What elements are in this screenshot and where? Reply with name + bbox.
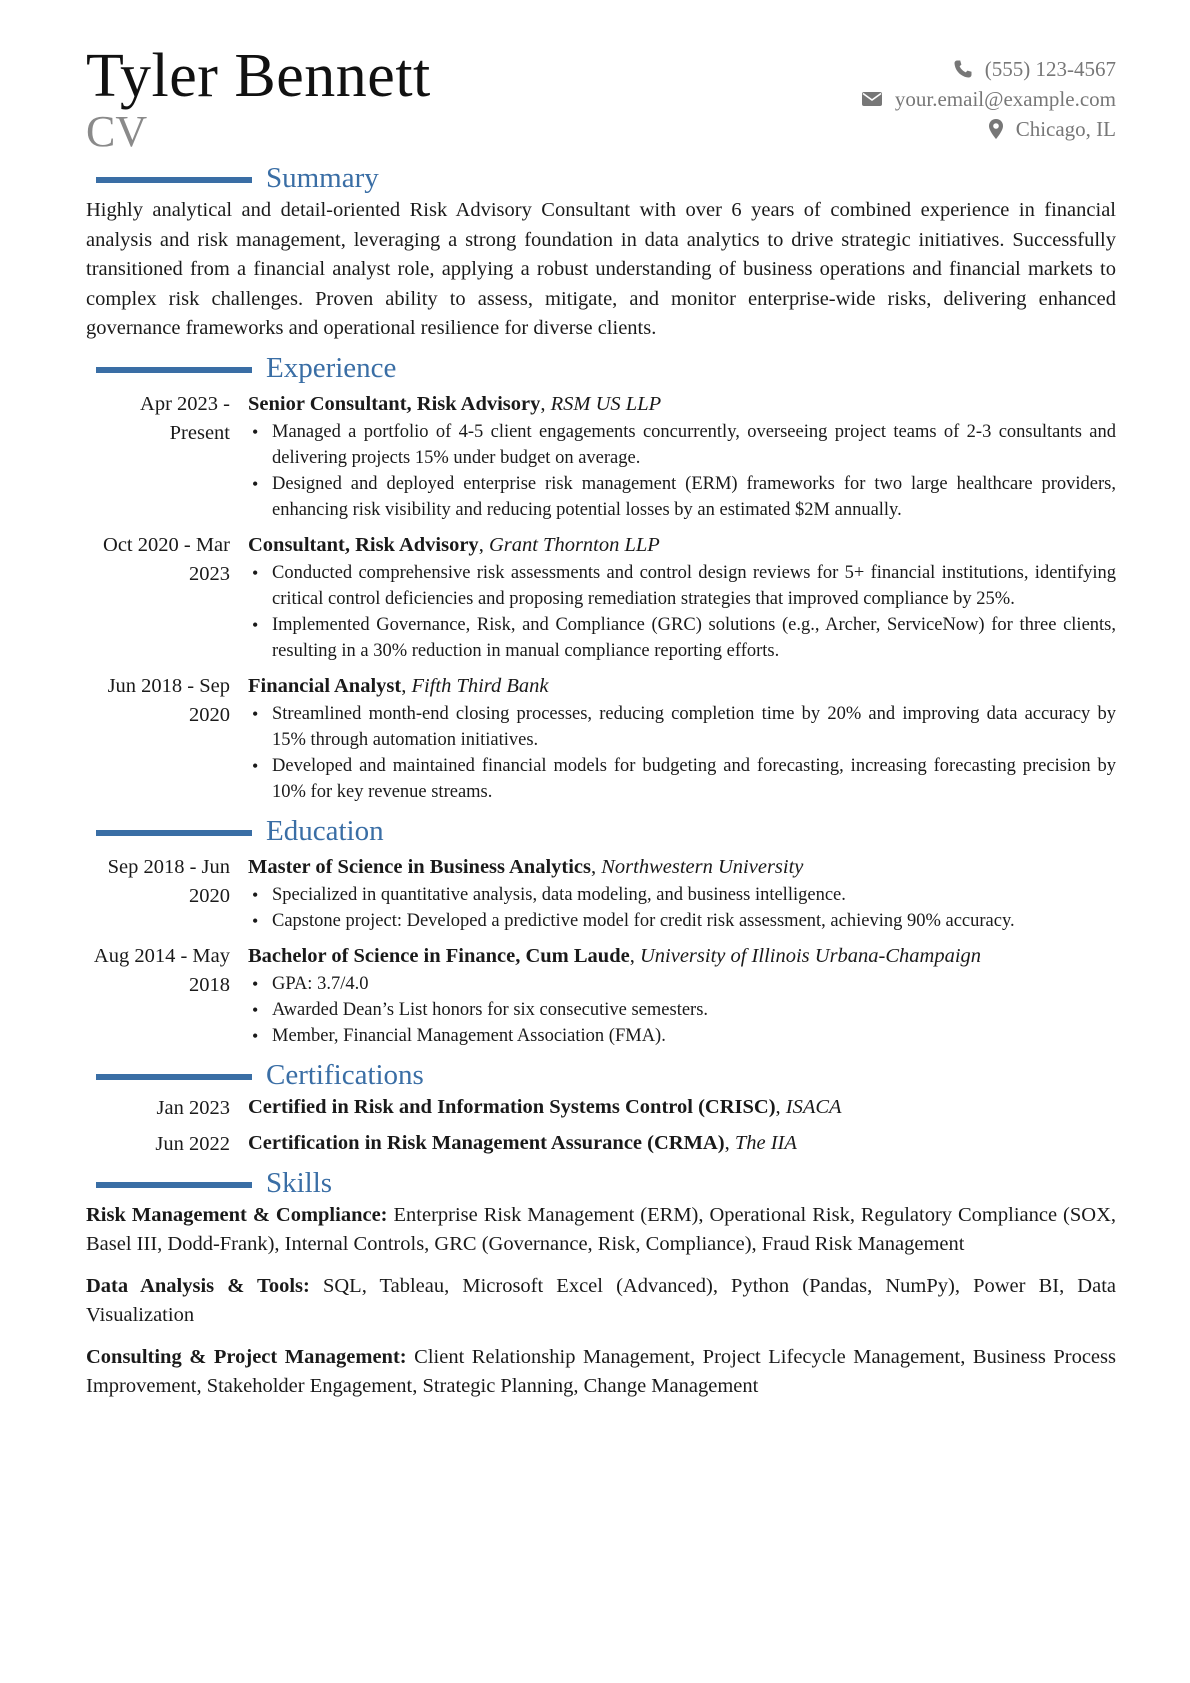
education-entry: Aug 2014 - May 2018 Bachelor of Science in Finance, Cum Laude, University of Illinois Urbana-Champaign • GPA: 3.7/4.0 • Awarded Dean’s List honors for six consecutive semesters. • Member, Financial Management Association (FMA).	[86, 942, 1116, 1049]
email-address[interactable]: your.email@example.com	[894, 87, 1116, 111]
section-title: Experience	[266, 351, 397, 384]
entry-date: Jun 2018 - Sep 2020	[107, 674, 230, 726]
phone-number: (555) 123-4567	[984, 57, 1116, 81]
entry-bullets	[248, 882, 1116, 934]
location-text: Chicago, IL	[1015, 117, 1116, 141]
skill-group-text: Client Relationship Management, Project Lifecycle Management, Business Process Improvement, Stakeholder Engagement, Strategic Planning, Change Management	[86, 1345, 1116, 1397]
cv-page	[86, 40, 1116, 1414]
section-title: Education	[266, 814, 384, 847]
entry-title: Certified in Risk and Information Systems Control (CRISC)	[248, 1095, 776, 1118]
envelope-icon	[861, 90, 883, 108]
entry-title: Certification in Risk Management Assurance (CRMA)	[248, 1131, 725, 1154]
document-type: CV	[86, 107, 148, 156]
contact-location	[861, 114, 1116, 144]
entry-organization: Grant Thornton LLP	[488, 533, 660, 556]
entry-title: Senior Consultant, Risk Advisory	[248, 392, 541, 415]
section-heading-education	[86, 813, 1116, 849]
entry-organization: RSM US LLP	[550, 392, 662, 415]
bullet-item: • Awarded Dean’s List honors for six consecutive semesters.	[248, 997, 1116, 1023]
section-heading-experience	[86, 350, 1116, 386]
certification-entry: Jun 2022 Certification in Risk Management Assurance (CRMA), The IIA	[86, 1129, 1116, 1159]
section-heading-summary	[86, 160, 1116, 196]
entry-bullets	[248, 971, 1116, 1049]
skill-group	[86, 1343, 1116, 1402]
education-entry: Sep 2018 - Jun 2020 Master of Science in Business Analytics, Northwestern University • Specialized in quantitative analysis, data modeling, and business intelligence. • Capstone project: Developed a predictive model for credit risk assessment, achieving 90% accuracy.	[86, 853, 1116, 934]
bullet-item: • Conducted comprehensive risk assessments and control design reviews for 5+ financial institutions, identifying critical control deficiencies and proposing remediation strategies that improved compliance by 25%.	[248, 560, 1116, 612]
entry-title: Financial Analyst	[248, 674, 402, 697]
section-accent-bar	[96, 1182, 252, 1188]
entry-organization: University of Illinois Urbana-Champaign	[639, 944, 982, 967]
phone-icon	[953, 59, 973, 79]
entry-bullets	[248, 701, 1116, 805]
section-title: Summary	[266, 162, 379, 194]
section-accent-bar	[96, 1074, 252, 1080]
entry-date: Oct 2020 - Mar 2023	[103, 533, 230, 585]
section-title: Skills	[266, 1166, 333, 1199]
entry-date: Jan 2023	[156, 1096, 230, 1119]
section-heading-skills	[86, 1165, 1116, 1201]
section-accent-bar	[96, 177, 252, 183]
map-pin-icon	[988, 118, 1004, 140]
bullet-item: • Designed and deployed enterprise risk management (ERM) frameworks for two large healthcare providers, enhancing risk visibility and reducing potential losses by an estimated $2M annually.	[248, 471, 1116, 523]
experience-entry: Oct 2020 - Mar 2023 Consultant, Risk Advisory, Grant Thornton LLP • Conducted comprehensive risk assessments and control design reviews for 5+ financial institutions, identifying critical control deficiencies and proposing remediation strategies that improved compliance by 25%. • Implemented Governance, Risk, and Compliance (GRC) solutions (e.g., Archer, ServiceNow) for three clients, resulting in a 30% reduction in manual compliance reporting efforts.	[86, 531, 1116, 664]
skill-group-label: Data Analysis & Tools:	[86, 1274, 310, 1297]
section-heading-certifications	[86, 1057, 1116, 1093]
entry-bullets	[248, 419, 1116, 523]
contact-phone	[861, 54, 1116, 84]
contact-email	[861, 84, 1116, 114]
skill-group	[86, 1272, 1116, 1331]
entry-title: Consultant, Risk Advisory	[248, 533, 479, 556]
person-name: Tyler Bennett	[86, 42, 431, 110]
entry-organization: ISACA	[785, 1095, 842, 1118]
bullet-item: • Capstone project: Developed a predictive model for credit risk assessment, achieving 90% accuracy.	[248, 908, 1116, 934]
bullet-item: • Implemented Governance, Risk, and Compliance (GRC) solutions (e.g., Archer, ServiceNow) for three clients, resulting in a 30% reduction in manual compliance reporting efforts.	[248, 612, 1116, 664]
entry-organization: The IIA	[734, 1131, 797, 1154]
bullet-item: • Managed a portfolio of 4-5 client engagements concurrently, overseeing project teams of 2-3 consultants and delivering projects 15% under budget on average.	[248, 419, 1116, 471]
experience-entry: Jun 2018 - Sep 2020 Financial Analyst, Fifth Third Bank • Streamlined month-end closing processes, reducing completion time by 20% and improving data accuracy by 15% through automation initiatives. • Developed and maintained financial models for budgeting and forecasting, increasing forecasting precision by 10% for key revenue streams.	[86, 672, 1116, 805]
experience-entry: Apr 2023 - Present Senior Consultant, Risk Advisory, RSM US LLP • Managed a portfolio of 4-5 client engagements concurrently, overseeing project teams of 2-3 consultants and delivering projects 15% under budget on average. • Designed and deployed enterprise risk management (ERM) frameworks for two large healthcare providers, enhancing risk visibility and reducing potential losses by an estimated $2M annually.	[86, 390, 1116, 523]
entry-date: Jun 2022	[155, 1132, 230, 1155]
entry-organization: Fifth Third Bank	[411, 674, 549, 697]
bullet-item: • Streamlined month-end closing processes, reducing completion time by 20% and improving data accuracy by 15% through automation initiatives.	[248, 701, 1116, 753]
section-title: Certifications	[266, 1058, 424, 1091]
entry-organization: Northwestern University	[601, 855, 804, 878]
cv-header	[86, 40, 1116, 156]
skill-group-text: SQL, Tableau, Microsoft Excel (Advanced), Python (Pandas, NumPy), Power BI, Data Visualization	[86, 1274, 1116, 1326]
skill-group-text: Enterprise Risk Management (ERM), Operational Risk, Regulatory Compliance (SOX, Basel III, Dodd-Frank), Internal Controls, GRC (Governance, Risk, Compliance), Fraud Risk Management	[86, 1203, 1117, 1255]
entry-date: Sep 2018 - Jun 2020	[107, 855, 230, 907]
entry-date: Apr 2023 - Present	[140, 392, 230, 444]
bullet-item: • GPA: 3.7/4.0	[248, 971, 1116, 997]
skill-group	[86, 1201, 1116, 1260]
summary-text: Highly analytical and detail-oriented Risk Advisory Consultant with over 6 years of combined experience in financial analysis and risk management, leveraging a strong foundation in data analytics to drive strategic initiatives. Successfully transitioned from a financial analyst role, applying a robust understanding of business operations and financial markets to complex risk challenges. Proven ability to assess, mitigate, and monitor enterprise-wide risks, delivering enhanced governance frameworks and operational resilience for diverse clients.	[86, 199, 1116, 339]
entry-title: Bachelor of Science in Finance, Cum Laude	[248, 944, 630, 967]
entry-title: Master of Science in Business Analytics	[248, 855, 591, 878]
entry-bullets	[248, 560, 1116, 664]
skill-group-label: Consulting & Project Management:	[86, 1345, 407, 1368]
section-accent-bar	[96, 830, 252, 836]
section-accent-bar	[96, 367, 252, 373]
contact-info	[861, 54, 1116, 144]
skill-group-label: Risk Management & Compliance:	[86, 1203, 388, 1226]
certification-entry: Jan 2023 Certified in Risk and Information Systems Control (CRISC), ISACA	[86, 1093, 1116, 1123]
entry-date: Aug 2014 - May 2018	[93, 944, 230, 996]
bullet-item: • Developed and maintained financial models for budgeting and forecasting, increasing forecasting precision by 10% for key revenue streams.	[248, 753, 1116, 805]
bullet-item: • Specialized in quantitative analysis, data modeling, and business intelligence.	[248, 882, 1116, 908]
bullet-item: • Member, Financial Management Association (FMA).	[248, 1023, 1116, 1049]
